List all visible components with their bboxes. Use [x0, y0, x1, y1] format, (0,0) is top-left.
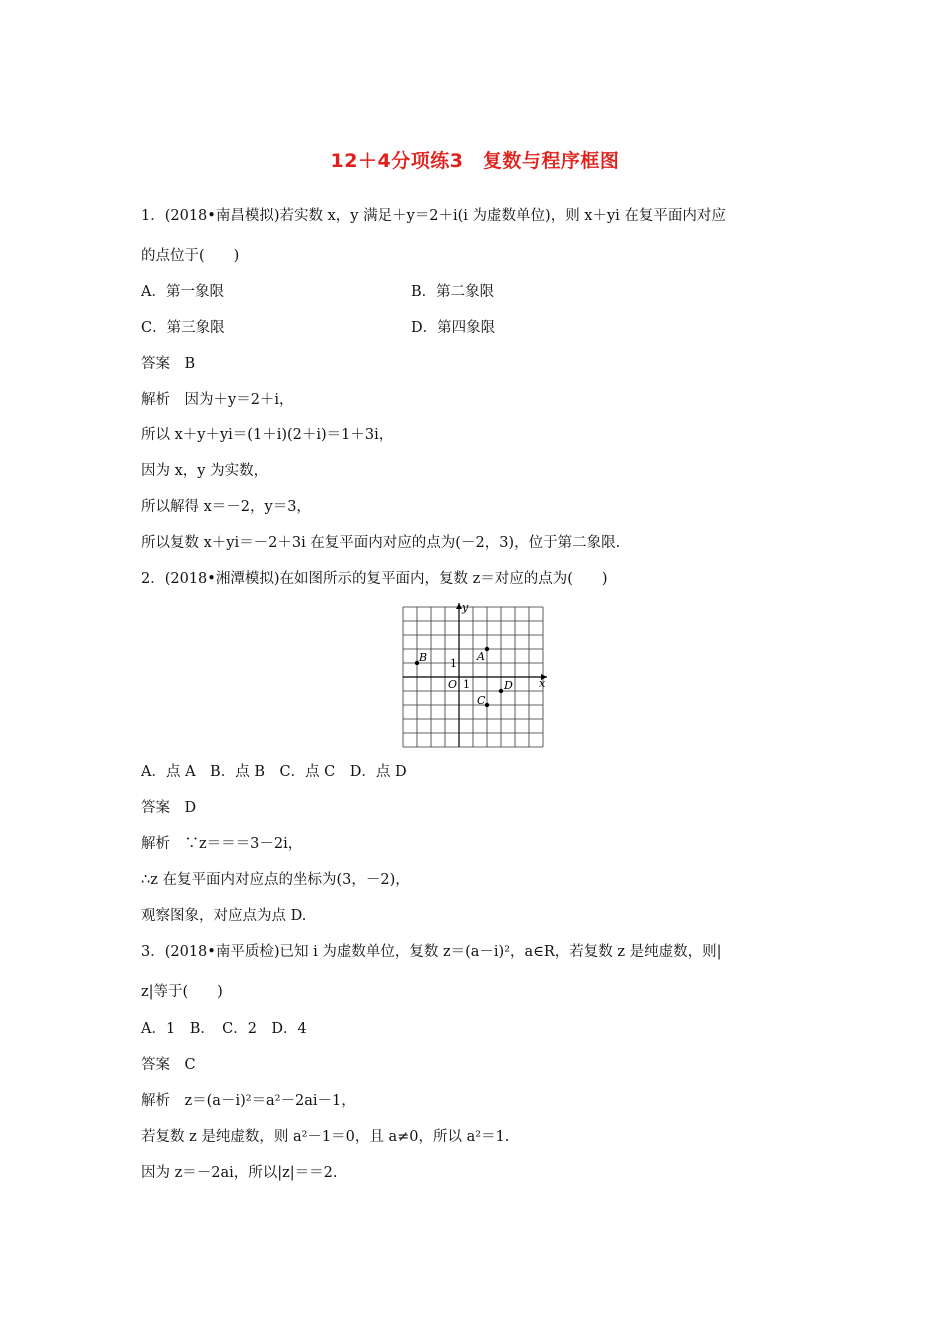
q2-solution-line: 观察图象，对应点为点 D.	[141, 908, 307, 924]
q2-options: A．点 A B．点 B C．点 C D．点 D	[141, 764, 407, 780]
q1-solution-line: 因为 x，y 为实数，	[141, 463, 269, 479]
q1-option-b: B．第二象限	[411, 284, 495, 300]
q1-solution-line: 所以解得 x＝－2，y＝3，	[141, 499, 311, 515]
q3-solution-line: 因为 z＝－2ai，所以|z|＝＝2.	[141, 1165, 338, 1181]
q1-solution-line: 解析 因为＋y＝2＋i，	[141, 392, 294, 408]
q1-option-d: D．第四象限	[411, 320, 496, 336]
q1-solution-line: 所以 x＋y＋yi＝(1＋i)(2＋i)＝1＋3i，	[141, 427, 394, 443]
x-axis-label: x	[539, 677, 546, 690]
point-label-a: A	[477, 650, 485, 663]
complex-plane-figure	[398, 602, 548, 750]
point-a	[485, 647, 489, 651]
origin-label: O	[448, 678, 458, 691]
y-tick-label: 1	[450, 657, 457, 670]
page-title: 12＋4分项练3 复数与程序框图	[330, 150, 620, 172]
point-c	[485, 703, 489, 707]
q1-solution-line: 所以复数 x＋yi＝－2＋3i 在复平面内对应的点为(－2，3)，位于第二象限.	[141, 535, 621, 551]
q3-stem-line1: 3．(2018•南平质检)已知 i 为虚数单位，复数 z＝(a－i)²，a∈R，若复数 z 是纯虚数，则|	[141, 944, 722, 960]
q1-stem-line1: 1．(2018•南昌模拟)若实数 x，y 满足＋y＝2＋i(i 为虚数单位)，则 x＋yi 在复平面内对应	[141, 208, 726, 224]
complex-plane-svg	[398, 602, 548, 750]
q2-solution-line: 解析 ∵z＝＝＝3－2i，	[141, 836, 303, 852]
x-tick-label: 1	[463, 678, 470, 691]
q3-answer: 答案 C	[141, 1057, 196, 1073]
q2-answer: 答案 D	[141, 800, 197, 816]
q3-options: A．1 B． C．2 D．4	[141, 1021, 307, 1037]
q3-solution-line: 若复数 z 是纯虚数，则 a²－1＝0，且 a≠0，所以 a²＝1.	[141, 1129, 510, 1145]
point-d	[499, 689, 503, 693]
q1-option-a: A．第一象限	[141, 284, 224, 300]
q1-option-c: C．第三象限	[141, 320, 225, 336]
q3-stem-line2: z|等于( )	[141, 984, 223, 1000]
point-label-d: D	[504, 679, 513, 692]
point-label-b: B	[419, 651, 428, 664]
point-label-c: C	[477, 694, 486, 707]
q2-solution-line: ∴z 在复平面内对应点的坐标为(3，－2)，	[141, 872, 410, 888]
q2-stem: 2．(2018•湘潭模拟)在如图所示的复平面内，复数 z＝对应的点为( )	[141, 571, 608, 587]
y-axis-label: y	[462, 602, 469, 614]
q3-solution-line: 解析 z＝(a－i)²＝a²－2ai－1，	[141, 1093, 356, 1109]
q1-answer: 答案 B	[141, 356, 196, 372]
q1-stem-line2: 的点位于( )	[141, 248, 240, 264]
